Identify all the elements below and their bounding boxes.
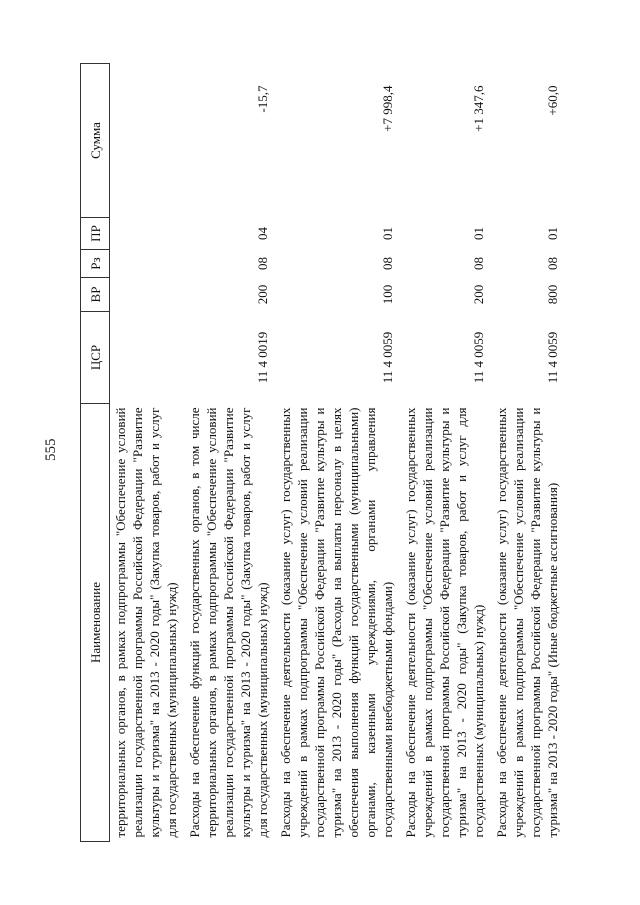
row-vr: 200 bbox=[255, 284, 270, 305]
row-vr bbox=[110, 278, 185, 312]
row-description: Расходы на обеспечение деятельности (оказание услуг) государственных учреждений в рамках подпрограммы "Обеспечение условий реализации государственной программы Российской Федерации "Развитие культуры и туризма" на 2013 - 2020 годы" (Закупка товаров, работ и услуг для государственных (муниципальных) нужд) bbox=[403, 407, 486, 838]
row-description: Расходы на обеспечение деятельности (оказание услуг) государственных учреждений в рамках подпрограммы "Обеспечение условий реализации государственной программы Российской Федерации "Развитие культуры и туризма" на 2013 - 2020 годы" (Расходы на выплаты персоналу в целях обеспечения выполнения функций государственными (муниципальными) органами, казенными учреждениями, органами управления государственными внебюджетными фондами) bbox=[278, 407, 395, 838]
budget-table-rotated bbox=[80, 64, 616, 842]
row-rz: 08 bbox=[471, 257, 486, 270]
row-sum bbox=[110, 64, 185, 218]
row-pr: 04 bbox=[255, 227, 270, 240]
table-row bbox=[110, 64, 185, 842]
table-row bbox=[491, 64, 565, 842]
row-description: Расходы на обеспечение деятельности (оказание услуг) государственных учреждений в рамках подпрограммы "Обеспечение условий реализации государственной программы Российской Федерации "Развитие культуры и туризма" на 2013 - 2020 годы" (Иные бюджетные ассигнования) bbox=[494, 407, 560, 838]
table-row bbox=[400, 64, 491, 842]
row-vr: 800 bbox=[545, 284, 560, 305]
table-row bbox=[275, 64, 400, 842]
row-sum: +1 347,6 bbox=[471, 85, 486, 132]
row-pr bbox=[110, 218, 185, 250]
page-number: 555 bbox=[43, 438, 59, 461]
row-rz bbox=[110, 250, 185, 278]
row-pr: 01 bbox=[471, 227, 486, 240]
row-description: территориальных органов, в рамках подпрограммы "Обеспечение условий реализации государственной программы Российской Федерации "Развитие культуры и туризма" на 2013 - 2020 годы" (Закупка товаров, работ и услуг для государственных (муниципальных) нужд) bbox=[113, 407, 179, 838]
row-description: Расходы на обеспечение функций государственных органов, в том числе территориальных органов, в рамках подпрограммы "Обеспечение условий реализации государственной программы Российской Федерации "Развитие культуры и туризма" на 2013 - 2020 годы" (Закупка товаров, работ и услуг для государственных (муниципальных) нужд) bbox=[187, 407, 270, 838]
row-pr: 01 bbox=[545, 227, 560, 240]
header-sum: Сумма bbox=[81, 64, 110, 218]
header-rz: Рз bbox=[81, 250, 110, 278]
row-rz: 08 bbox=[380, 257, 395, 270]
row-csr: 11 4 0059 bbox=[471, 331, 486, 384]
row-pr: 01 bbox=[380, 227, 395, 240]
header-pr: ПР bbox=[81, 218, 110, 250]
row-csr bbox=[110, 312, 185, 404]
row-vr: 200 bbox=[471, 284, 486, 305]
table-row bbox=[184, 64, 275, 842]
row-sum: -15,7 bbox=[255, 85, 270, 113]
row-rz: 08 bbox=[545, 257, 560, 270]
header-name: Наименование bbox=[81, 404, 110, 842]
header-vr: ВР bbox=[81, 278, 110, 312]
header-csr: ЦСР bbox=[81, 312, 110, 404]
row-rz: 08 bbox=[255, 257, 270, 270]
row-sum: +60,0 bbox=[545, 85, 560, 116]
row-csr: 11 4 0059 bbox=[380, 331, 395, 384]
row-sum: +7 998,4 bbox=[380, 85, 395, 132]
row-csr: 11 4 0059 bbox=[545, 331, 560, 384]
row-vr: 100 bbox=[380, 284, 395, 305]
budget-table bbox=[80, 63, 565, 842]
row-csr: 11 4 0019 bbox=[255, 331, 270, 384]
table-header-row bbox=[81, 64, 110, 842]
